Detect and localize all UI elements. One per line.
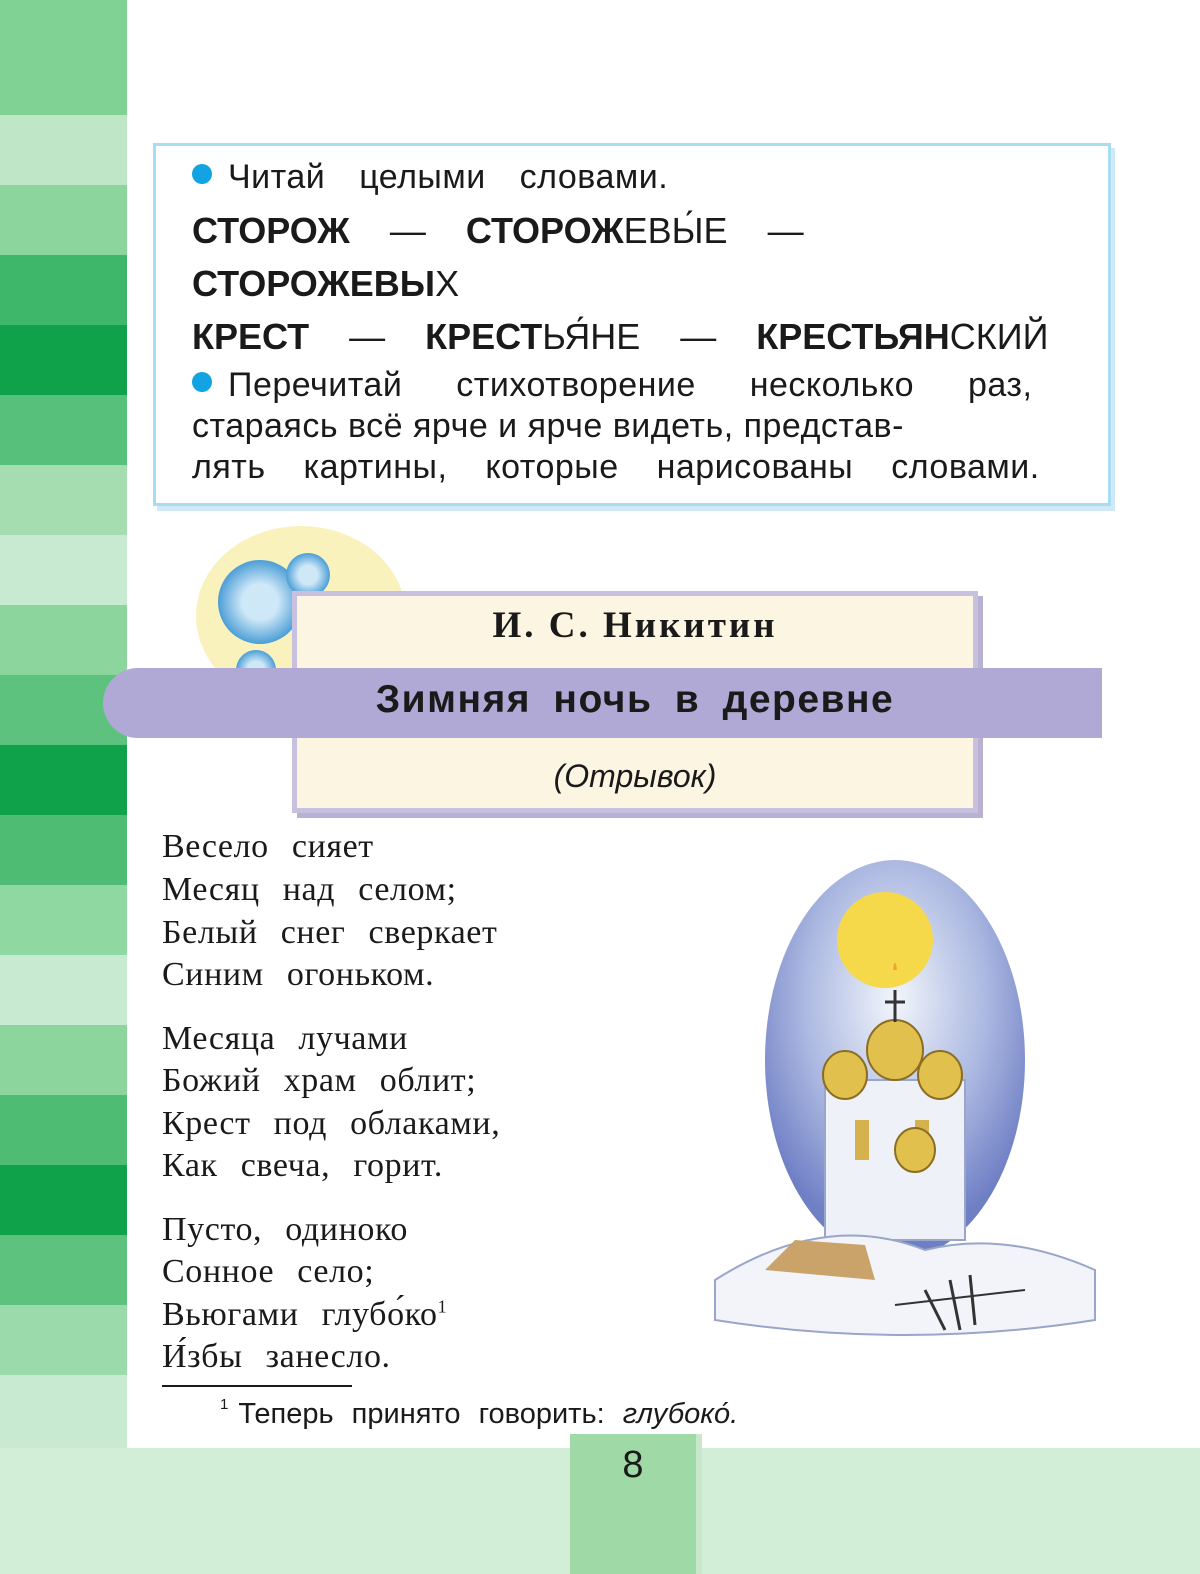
church-winter-illustration	[705, 850, 1105, 1375]
poem-title: Зимняя ночь в деревне	[375, 678, 895, 721]
left-margin-stripes	[0, 0, 127, 1448]
instruction-para-2: стараясь всё ярче и ярче видеть, представ-	[192, 407, 904, 445]
poem-line: Синим огоньком.	[162, 956, 435, 993]
poem-line: Божий храм облит;	[162, 1062, 477, 1099]
poem-line: Вьюгами $глубо́ко^1$	[162, 1296, 448, 1333]
instruction-para-1: Перечитай стихотворение несколько раз,	[192, 366, 1032, 405]
poem-line: Пусто, одиноко	[162, 1211, 408, 1248]
footnote: $^1$ Теперь принято говорить: глубоко́.	[220, 1396, 739, 1430]
poem-line: Весело сияет	[162, 828, 374, 865]
word-chain-sторож: СТОРОЖ — СТОРОЖЕВЫ́Е —	[192, 210, 804, 251]
poem-line: Крест под облаками,	[162, 1105, 501, 1142]
poem-line: Месяца лучами	[162, 1020, 408, 1057]
poem-line: Как свеча, горит.	[162, 1147, 444, 1184]
word-chain-krest: КРЕСТ — КРЕСТЬЯ́НЕ — КРЕСТЬЯНСКИЙ	[192, 316, 1049, 357]
bullet-icon	[192, 372, 212, 392]
bullet-icon	[192, 164, 212, 184]
poem-line: И́збы занесло.	[162, 1338, 391, 1375]
poem-line: Белый снег сверкает	[162, 914, 498, 951]
footnote-rule	[162, 1385, 352, 1387]
instruction-line-1: Читай целыми словами.	[192, 158, 668, 197]
author-name: И. С. Никитин	[492, 605, 778, 646]
word-chain-storozhevykh: СТОРОЖЕВЫХ	[192, 263, 460, 304]
instruction-para-3: лять картины, которые нарисованы словами.	[192, 448, 1040, 486]
instruction-box	[153, 143, 1111, 506]
footnote-marker: 1	[437, 1296, 448, 1317]
poem-line: Сонное село;	[162, 1253, 375, 1290]
page-number: 8	[570, 1434, 696, 1574]
poem-line: Месяц над селом;	[162, 871, 457, 908]
poem-subtitle: (Отрывок)	[553, 758, 717, 794]
